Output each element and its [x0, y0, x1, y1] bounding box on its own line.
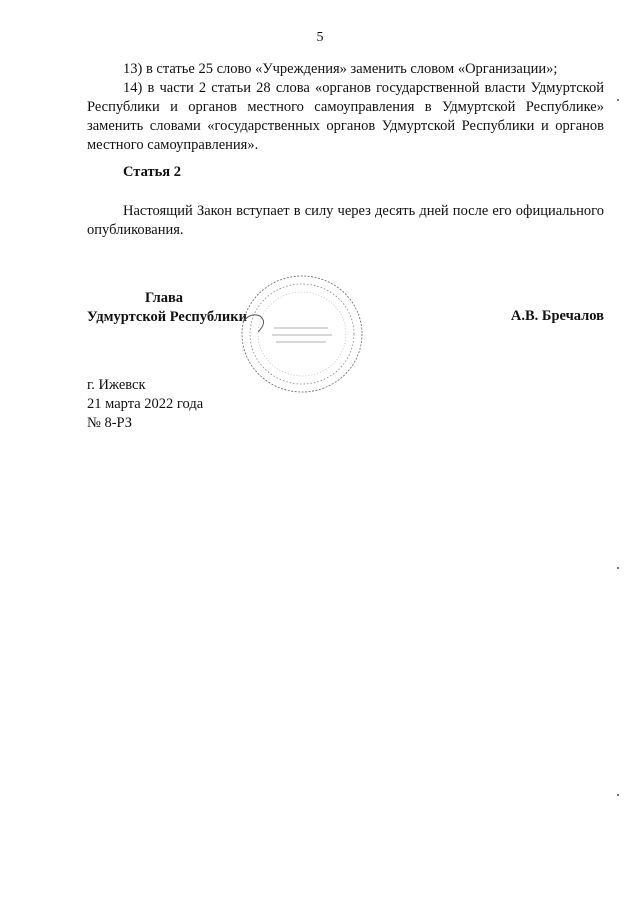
scan-mark: [617, 99, 619, 101]
page-number: 5: [316, 30, 324, 45]
footer-number: № 8-РЗ: [87, 415, 133, 431]
footer-date: 21 марта 2022 года: [87, 396, 204, 412]
article-body: [87, 202, 604, 240]
amendment-item-13: [87, 60, 604, 79]
official-seal-icon: [238, 272, 366, 396]
signatory-name: А.В. Бречалов: [510, 308, 604, 324]
article-body-text: Настоящий Закон вступает в силу через десять дней после его официального опубликования.: [87, 203, 604, 238]
scan-mark: [617, 794, 619, 796]
signatory-title-line1: Глава: [145, 290, 184, 306]
amendment-13-text: 13) в статье 25 слово «Учреждения» заменить словом «Организации»;: [123, 61, 558, 77]
signatory-title-line2: Удмуртской Республики: [87, 309, 247, 325]
scan-mark: [617, 567, 619, 569]
document-footer: [87, 376, 203, 433]
amendment-item-14: [87, 79, 604, 155]
article-heading: Статья 2: [123, 164, 181, 180]
footer-city: г. Ижевск: [87, 377, 146, 393]
amendment-14-text: 14) в части 2 статьи 28 слова «органов государственной власти Удмуртской Республики и органов местного самоуправления в Удмуртской Республике» заменить словами «государственных органов Удмуртской Республики и органов местного самоуправления».: [87, 80, 604, 153]
